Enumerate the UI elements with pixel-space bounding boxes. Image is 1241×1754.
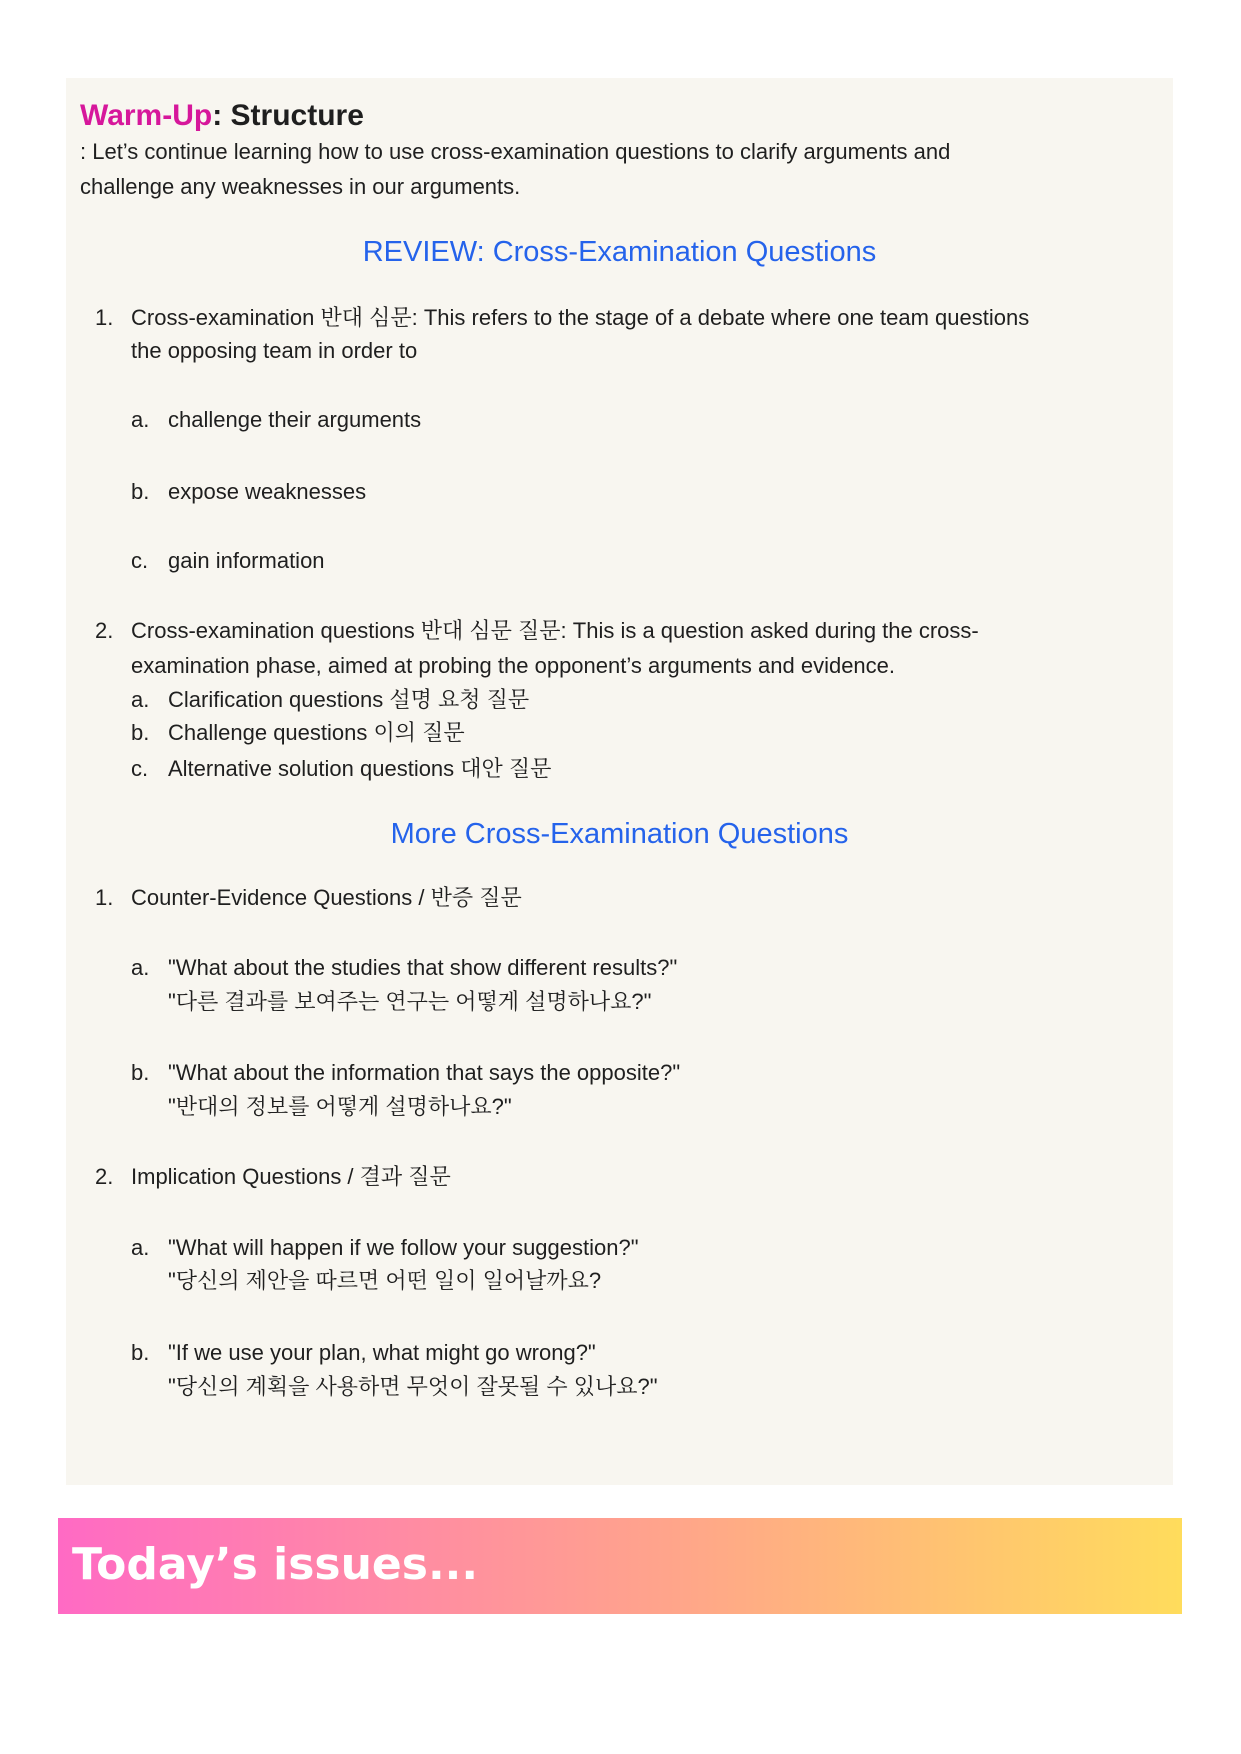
question-en: "What about the studies that show different results?" — [168, 955, 678, 980]
list-number: 2. — [95, 618, 114, 643]
question-en: "If we use your plan, what might go wrong?" — [168, 1340, 596, 1365]
list-number: 2. — [95, 1164, 114, 1189]
sub-item-text: Alternative solution questions 대안 질문 — [168, 756, 552, 781]
warmup-label: Warm-Up — [80, 99, 213, 132]
sub-item-text: challenge their arguments — [168, 407, 422, 432]
sub-letter: c. — [131, 548, 149, 573]
title-separator: : — [212, 99, 231, 132]
sub-item-text: Clarification questions 설명 요청 질문 — [168, 687, 530, 712]
list-item-text: Cross-examination 반대 심문: This refers to the stage of a debate where one team questions — [131, 305, 1030, 330]
sub-letter: b. — [131, 1340, 150, 1365]
todays-issues-banner — [58, 1518, 1182, 1614]
list-number: 1. — [95, 305, 114, 330]
question-ko: "당신의 제안을 따르면 어떤 일이 일어날까요? — [168, 1268, 602, 1293]
question-en: "What will happen if we follow your suggestion?" — [168, 1235, 639, 1260]
review-heading: REVIEW: Cross-Examination Questions — [362, 236, 877, 268]
list-item-text: Counter-Evidence Questions / 반증 질문 — [131, 885, 522, 910]
banner-title: Today’s issues... — [72, 1539, 479, 1590]
sub-item-text: Challenge questions 이의 질문 — [168, 720, 465, 745]
list-item-text: examination phase, aimed at probing the opponent’s arguments and evidence. — [131, 653, 896, 678]
list-item-text: the opposing team in order to — [131, 338, 418, 363]
title-text: Structure — [230, 99, 364, 132]
question-ko: "당신의 계획을 사용하면 무엇이 잘못될 수 있나요?" — [168, 1374, 658, 1399]
sub-item-text: gain information — [168, 548, 325, 573]
question-en: "What about the information that says the opposite?" — [168, 1060, 681, 1085]
question-ko: "반대의 정보를 어떻게 설명하나요?" — [168, 1094, 512, 1119]
warmup-title — [80, 98, 364, 134]
sub-item-text: expose weaknesses — [168, 479, 367, 504]
sub-letter: c. — [131, 756, 149, 781]
intro-line: : Let’s continue learning how to use cross-examination questions to clarify arguments and — [80, 139, 951, 164]
sub-letter: a. — [131, 407, 150, 432]
sub-letter: b. — [131, 720, 150, 745]
sub-letter: b. — [131, 1060, 150, 1085]
sub-letter: a. — [131, 955, 150, 980]
list-item-text: Cross-examination questions 반대 심문 질문: This is a question asked during the cross- — [131, 618, 979, 643]
list-number: 1. — [95, 885, 114, 910]
sub-letter: a. — [131, 1235, 150, 1260]
sub-letter: a. — [131, 687, 150, 712]
sub-letter: b. — [131, 479, 150, 504]
list-item-text: Implication Questions / 결과 질문 — [131, 1164, 451, 1189]
intro-line: challenge any weaknesses in our arguments. — [80, 174, 521, 199]
more-heading: More Cross-Examination Questions — [390, 818, 849, 850]
question-ko: "다른 결과를 보여주는 연구는 어떻게 설명하나요?" — [168, 989, 652, 1014]
